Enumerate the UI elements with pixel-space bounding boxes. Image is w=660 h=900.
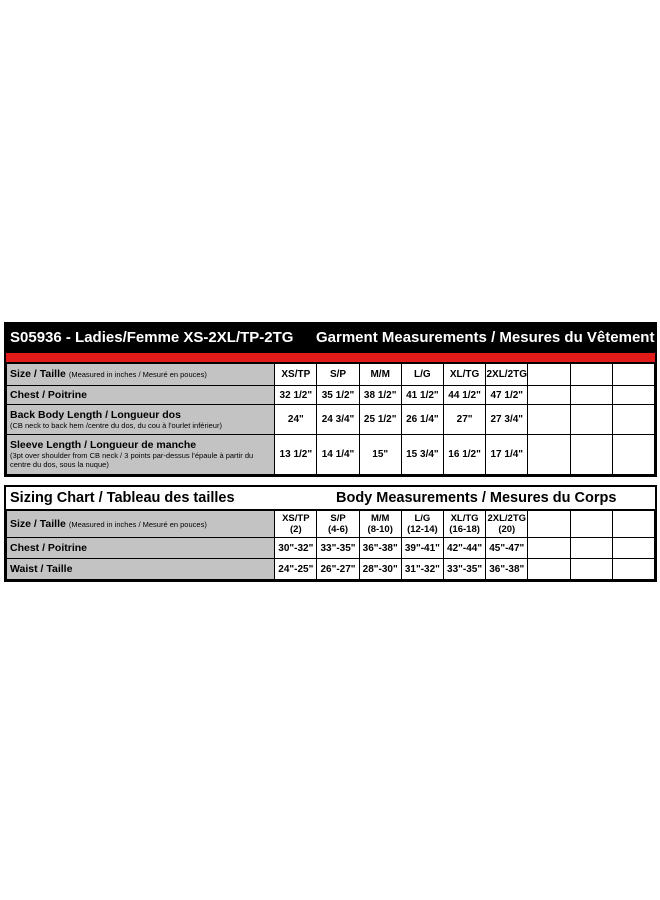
sizing-heading: Body Measurements / Mesures du Corps [336,490,617,506]
value-cell: 27" [443,405,485,435]
value-cell: 36"-38" [359,538,401,559]
size-header-cell [443,511,485,538]
empty-cell [528,364,570,386]
value-cell: 41 1/2" [401,386,443,405]
empty-cell [528,435,570,475]
size-header-cell [359,511,401,538]
empty-cell [570,386,612,405]
empty-cell [612,538,654,559]
size-header-cell: S/P [317,364,359,386]
value-cell: 15" [359,435,401,475]
size-header-cell: M/M [359,364,401,386]
table-row [7,538,655,559]
red-divider-bar [6,352,655,363]
row-note: (CB neck to back hem /centre du dos, du cou à l'ourlet inférieur) [10,420,222,430]
table-row [7,405,655,435]
row-label: Sleeve Length / Longueur de manche [10,439,197,451]
size-label-cell [7,511,275,538]
value-cell: 28"-30" [359,559,401,580]
value-cell: 30"-32" [275,538,317,559]
empty-cell [528,405,570,435]
table-row [7,386,655,405]
value-cell: 24 3/4" [317,405,359,435]
size-code: 2XL/2TG [487,513,527,524]
size-number: (8-10) [367,524,393,535]
size-header-cell: 2XL/2TG [486,364,528,386]
row-label: Chest / Poitrine [10,541,88,554]
sizing-header [6,487,655,510]
row-label-cell [7,386,275,405]
value-cell: 33"-35" [317,538,359,559]
sizing-title: Sizing Chart / Tableau des tailles [10,490,235,506]
value-cell: 26 1/4" [401,405,443,435]
row-label: Waist / Taille [10,562,73,575]
empty-cell [612,405,654,435]
size-header-cell: L/G [401,364,443,386]
size-number: (2) [290,524,302,535]
row-label-cell [7,559,275,580]
section-gap [4,477,657,485]
value-cell: 32 1/2" [275,386,317,405]
size-number: (4-6) [327,524,349,535]
empty-cell [528,386,570,405]
empty-cell [612,364,654,386]
value-cell: 24" [275,405,317,435]
size-label: Size / Taille [10,368,66,380]
value-cell: 26"-27" [317,559,359,580]
row-label: Chest / Poitrine [10,388,88,401]
value-cell: 35 1/2" [317,386,359,405]
value-cell: 38 1/2" [359,386,401,405]
empty-cell [570,364,612,386]
value-cell: 45"-47" [486,538,528,559]
value-cell: 36"-38" [486,559,528,580]
garment-header-bar [6,324,655,352]
empty-cell [570,435,612,475]
size-header-cell [486,511,528,538]
row-label-cell [7,538,275,559]
garment-measurements-section [4,322,657,477]
size-note: (Measured in inches / Mesuré en pouces) [68,370,207,379]
empty-cell [528,559,570,580]
row-label-cell [7,405,275,435]
size-header-cell: XL/TG [443,364,485,386]
size-code: XS/TP [282,513,310,524]
size-code: M/M [370,513,390,524]
empty-cell [612,511,654,538]
empty-cell [528,538,570,559]
row-label: Back Body Length / Longueur dos [10,408,181,421]
empty-cell [612,435,654,475]
size-note: (Measured in inches / Mesuré en pouces) [68,519,207,529]
sizing-size-row [7,511,655,538]
size-header-cell: XS/TP [275,364,317,386]
value-cell: 16 1/2" [443,435,485,475]
row-note: (3pt over shoulder from CB neck / 3 points par-dessus l'épaule à partir du centre du dos, sous la nuque) [10,451,254,469]
size-number: (20) [498,524,516,535]
row-label-cell [7,435,275,475]
table-row [7,559,655,580]
empty-cell [570,538,612,559]
table-row [7,435,655,475]
size-label-cell [7,364,275,386]
size-label: Size / Taille [10,517,66,530]
size-code: S/P [330,513,346,524]
empty-cell [570,405,612,435]
size-chart-document [4,322,657,582]
empty-cell [528,511,570,538]
garment-size-row [7,364,655,386]
product-title: S05936 - Ladies/Femme XS-2XL/TP-2TG [10,329,294,346]
value-cell: 13 1/2" [275,435,317,475]
size-code: L/G [414,513,431,524]
empty-cell [612,386,654,405]
value-cell: 27 3/4" [486,405,528,435]
value-cell: 42"-44" [443,538,485,559]
value-cell: 15 3/4" [401,435,443,475]
size-header-cell [317,511,359,538]
value-cell: 39"-41" [401,538,443,559]
size-number: (16-18) [449,524,480,535]
garment-table [6,363,655,475]
empty-cell [570,559,612,580]
value-cell: 31"-32" [401,559,443,580]
value-cell: 47 1/2" [486,386,528,405]
value-cell: 24"-25" [275,559,317,580]
empty-cell [570,511,612,538]
value-cell: 44 1/2" [443,386,485,405]
body-measurements-section [4,485,657,582]
value-cell: 17 1/4" [486,435,528,475]
size-header-cell [401,511,443,538]
sizing-table [6,510,655,580]
size-header-cell [275,511,317,538]
garment-heading: Garment Measurements / Mesures du Vêtement [316,329,655,346]
value-cell: 25 1/2" [359,405,401,435]
value-cell: 14 1/4" [317,435,359,475]
size-number: (12-14) [407,524,438,535]
empty-cell [612,559,654,580]
size-code: XL/TG [450,513,479,524]
value-cell: 33"-35" [443,559,485,580]
